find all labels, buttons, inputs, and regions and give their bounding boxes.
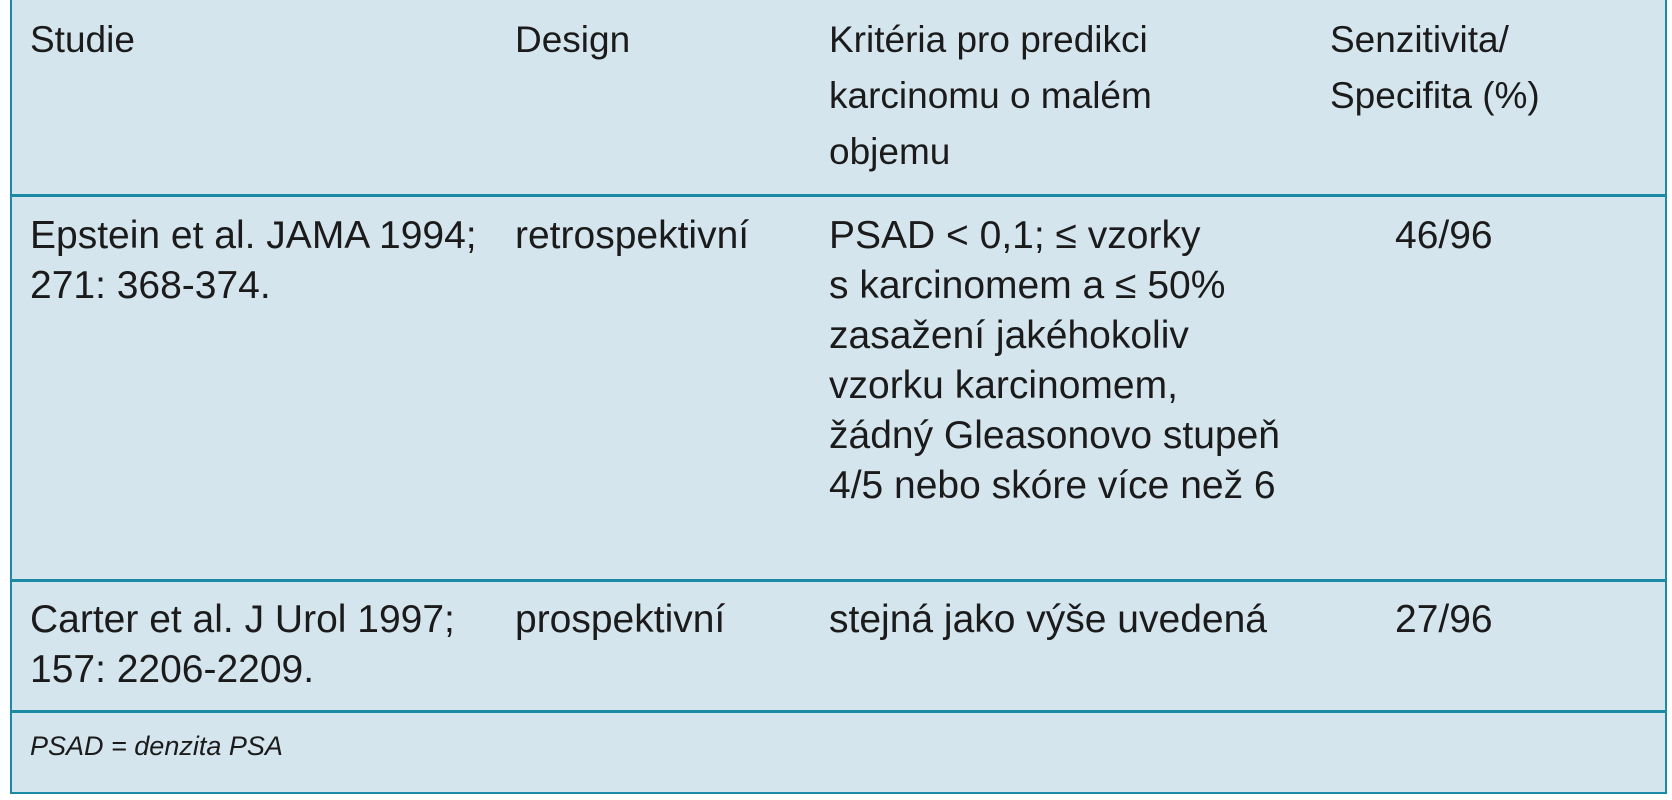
table-row [12,196,1665,581]
cell-kriteria: PSAD < 0,1; ≤ vzorky s karcinomem a ≤ 50% zasažení jakéhokoliv vzorku karcinomem, žádný Gleasonovo stupeň 4/5 nebo skóre více než 6 [829,214,1280,507]
table-footnote: PSAD = denzita PSA [30,731,283,761]
cell-senzitivita: 46/96 [1395,214,1493,257]
data-table [12,0,1665,713]
cell-studie: Epstein et al. JAMA 1994; 271: 368-374. [30,214,477,307]
table-row [12,581,1665,712]
cell-kriteria: stejná jako výše uvedená [829,598,1267,641]
cell-studie: Carter et al. J Urol 1997; 157: 2206-2209. [30,598,455,691]
header-kriteria: Kritéria pro predikci karcinomu o malém objemu [829,19,1152,172]
table-frame [10,0,1667,794]
header-design: Design [515,19,631,60]
header-senzitivita: Senzitivita/ Specifita (%) [1330,19,1540,116]
cell-design: prospektivní [515,598,726,641]
cell-design: retrospektivní [515,214,750,257]
header-studie: Studie [30,19,135,60]
cell-senzitivita: 27/96 [1395,598,1493,641]
header-row [12,0,1665,196]
